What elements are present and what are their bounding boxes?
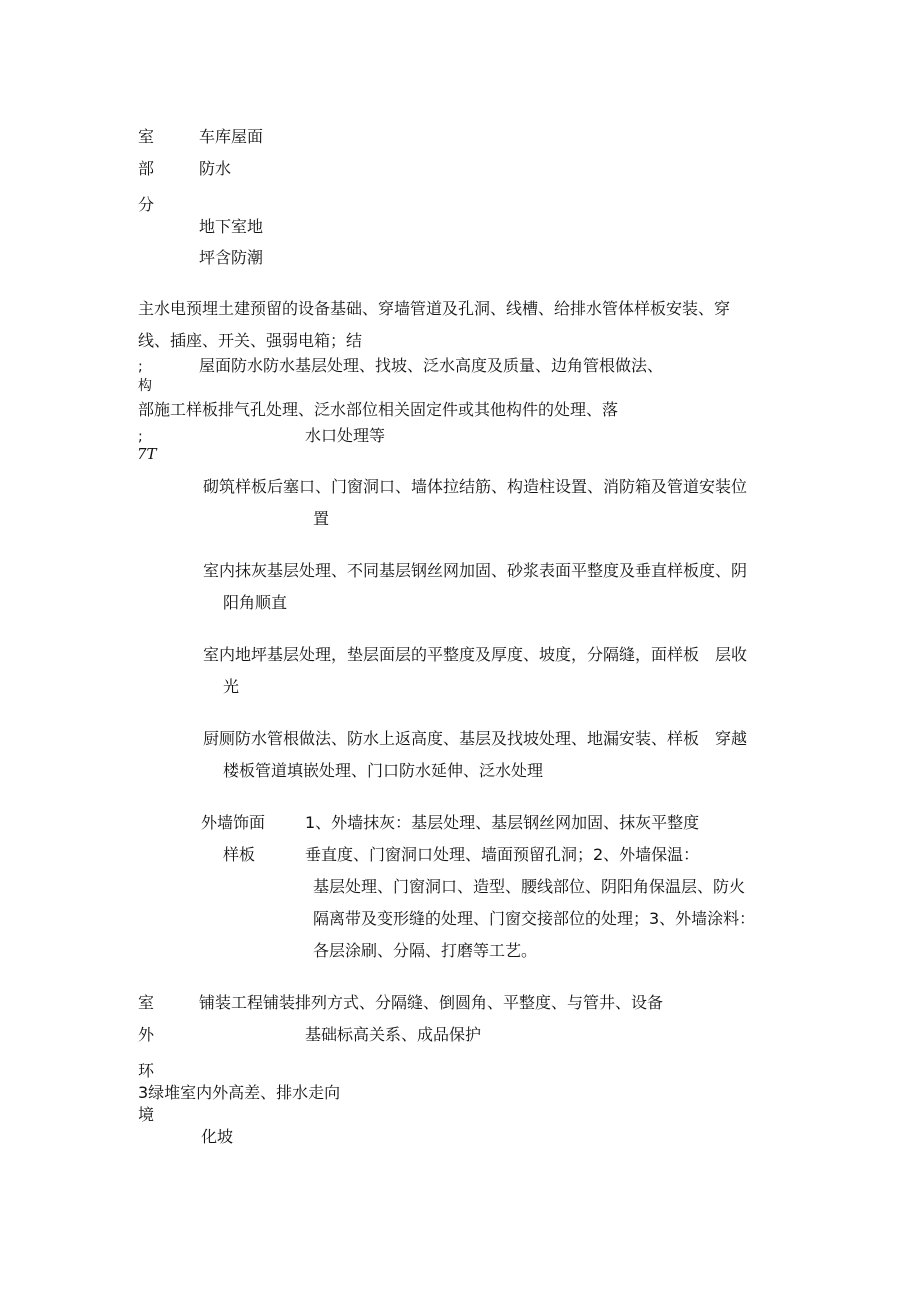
basement-floor-line2: 坪含防潮 [199,248,264,267]
exterior-wall-detail-line4: 隔离带及变形缝的处理、门窗交接部位的处理；3、外墙涂料： [313,909,756,928]
side-char-wai: 外 [138,1025,155,1044]
basement-floor-line1: 地下室地 [199,217,264,236]
kitchen-bath-waterproof-line2: 楼板管道填嵌处理、门口防水延伸、泛水处理 [223,761,544,780]
interior-plaster-line1: 室内抹灰基层处理、不同基层钢丝网加固、砂浆表面平整度及垂直样板度、阴 [203,561,748,580]
roof-waterproof-detail-line2: 部施工样板排气孔处理、泛水部位相关固定件或其他构件的处理、落 [138,400,619,419]
roof-waterproof-detail-line3: 水口处理等 [305,426,386,445]
paving-line2: 基础标高关系、成品保护 [305,1025,482,1044]
mep-embed-line1: 主水电预埋土建预留的设备基础、穿墙管道及孔洞、线槽、给排水管体样板安装、穿 [138,299,731,318]
section-mark: 7T [137,445,157,463]
roof-waterproof-detail-line1: 屋面防水防水基层处理、找坡、泛水高度及质量、边角管根做法、 [199,356,664,375]
semicolon-1: ; [138,359,143,375]
side-char-shi: 室 [138,127,155,146]
exterior-wall-label-line1: 外墙饰面 [201,813,266,832]
exterior-wall-label-line2: 样板 [223,845,256,864]
side-char-bu: 部 [138,159,155,178]
roof-waterproof-line1: 车库屋面 [199,127,264,146]
greening-line2: 化坡 [201,1127,234,1146]
exterior-wall-detail-line2: 垂直度、门窗洞口处理、墙面预留孔洞；2、外墙保温： [305,845,700,864]
mep-embed-line2: 线、插座、开关、强弱电箱；结 [138,331,363,350]
interior-floor-line2: 光 [223,677,240,696]
interior-floor-line1: 室内地坪基层处理，垫层面层的平整度及厚度、坡度，分隔缝，面样板 层收 [203,645,748,664]
masonry-sample-line2: 置 [313,509,330,528]
side-char-gou: 构 [138,378,152,394]
greening-line1: 3绿堆室内外高差、排水走向 [138,1083,341,1102]
side-char-jing: 境 [138,1105,155,1124]
masonry-sample-line1: 砌筑样板后塞口、门窗洞口、墙体拉结筋、构造柱设置、消防箱及管道安装位 [203,477,748,496]
kitchen-bath-waterproof-line1: 厨厕防水管根做法、防水上返高度、基层及找坡处理、地漏安装、样板 穿越 [203,729,748,748]
paving-line1: 铺装工程铺装排列方式、分隔缝、倒圆角、平整度、与管井、设备 [199,993,664,1012]
exterior-wall-detail-line3: 基层处理、门窗洞口、造型、腰线部位、阴阳角保温层、防火 [313,877,746,896]
exterior-wall-detail-line1: 1、外墙抹灰：基层处理、基层钢丝网加固、抹灰平整度 [305,813,700,832]
roof-waterproof-line2: 防水 [199,159,232,178]
exterior-wall-detail-line5: 各层涂刷、分隔、打磨等工艺。 [313,941,538,960]
side-char-huan: 环 [138,1061,155,1080]
side-char-fen: 分 [138,195,155,214]
semicolon-2: ; [138,429,143,445]
interior-plaster-line2: 阳角顺直 [223,593,288,612]
side-char-shi-2: 室 [138,993,155,1012]
